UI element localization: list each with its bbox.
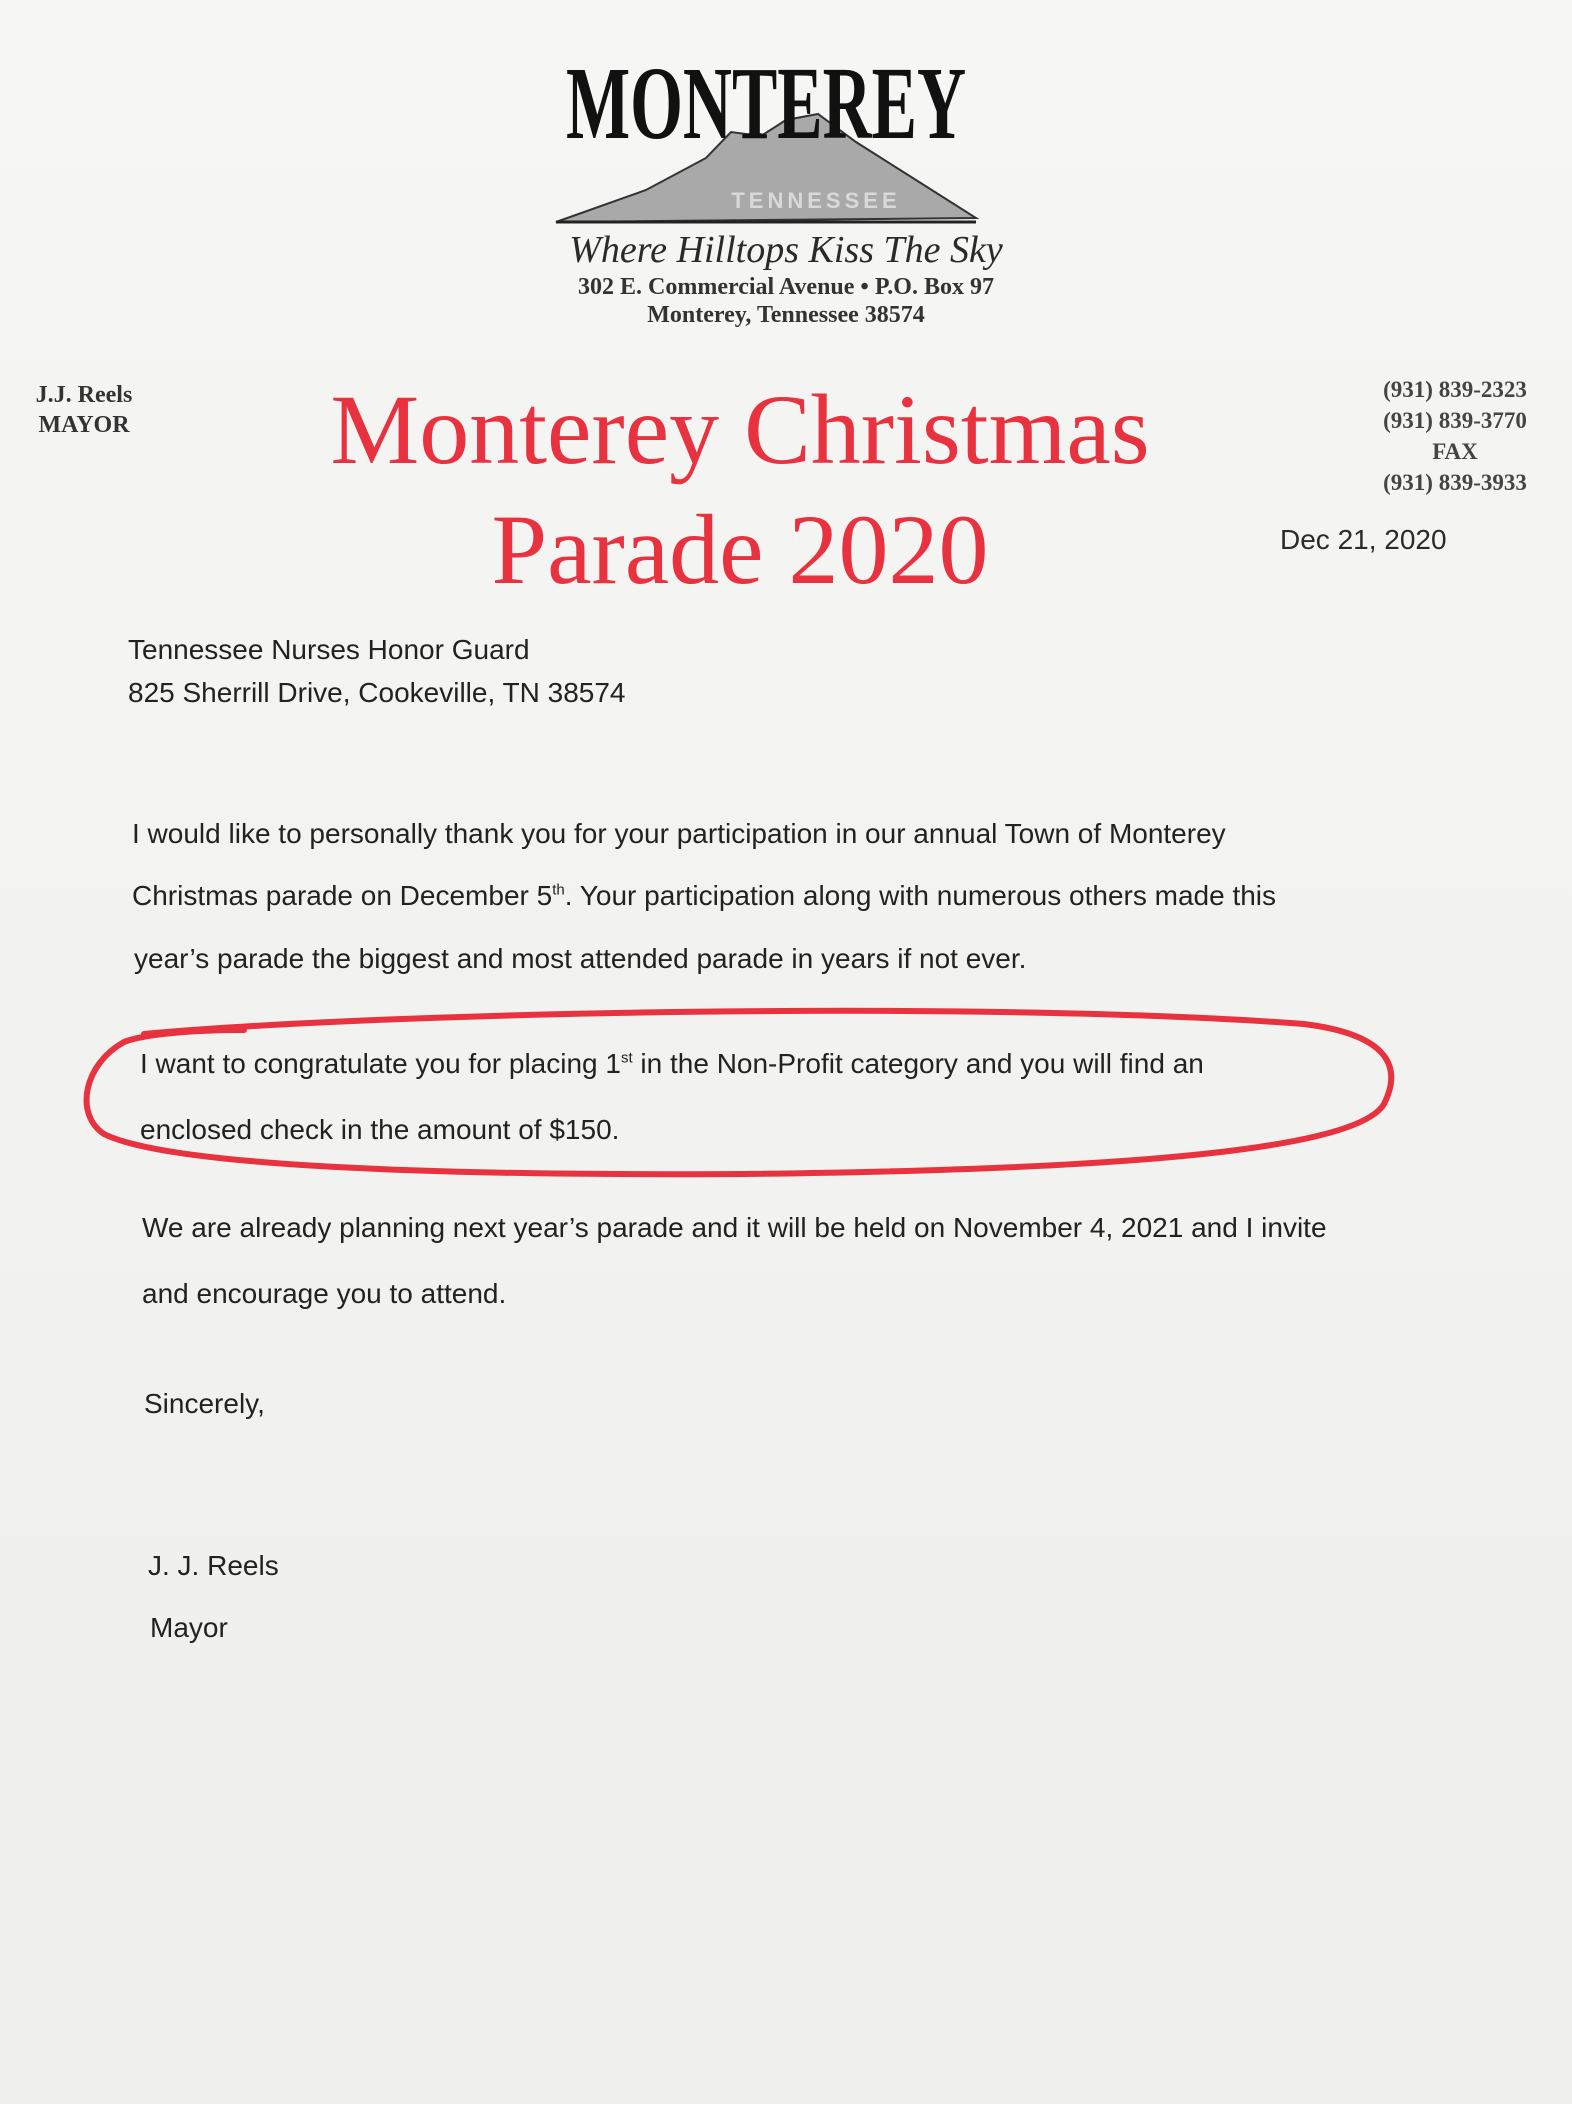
recipient-name: Tennessee Nurses Honor Guard xyxy=(128,634,530,665)
logo-wordmark: MONTEREY xyxy=(566,46,966,161)
overlay-title xyxy=(150,370,1330,610)
recipient-block xyxy=(128,628,626,714)
body-paragraph-3-line-1: We are already planning next year’s parade and it will be held on November 4, 2021 and I invite xyxy=(142,1212,1327,1243)
logo-subtext: TENNESSEE xyxy=(731,188,901,213)
body-paragraph-1-line-2 xyxy=(132,880,1276,912)
body-paragraph-2-line-2: enclosed check in the amount of $150. xyxy=(140,1114,620,1145)
mayor-title: MAYOR xyxy=(38,412,130,438)
phone-1: (931) 839-2323 xyxy=(1383,377,1527,402)
mayor-block xyxy=(22,380,146,440)
text-segment: . Your participation along with numerous others made this xyxy=(564,880,1277,911)
letter-date: Dec 21, 2020 xyxy=(1280,524,1447,555)
superscript: st xyxy=(620,1049,633,1067)
mayor-name: J.J. Reels xyxy=(35,382,133,408)
fax-label: FAX xyxy=(1432,439,1478,464)
closing-salutation: Sincerely, xyxy=(144,1388,265,1419)
address-line-1: 302 E. Commercial Avenue • P.O. Box 97 xyxy=(578,274,994,300)
address-line-2: Monterey, Tennessee 38574 xyxy=(647,302,925,328)
superscript: th xyxy=(552,881,565,899)
tagline: Where Hilltops Kiss The Sky xyxy=(569,229,1003,271)
fax-number: (931) 839-3933 xyxy=(1383,470,1527,495)
signer-name: J. J. Reels xyxy=(148,1550,279,1581)
signer-title: Mayor xyxy=(150,1612,228,1643)
body-paragraph-1-line-1: I would like to personally thank you for your participation in our annual Town of Monterey xyxy=(132,818,1226,849)
overlay-title-line-1: Monterey Christmas xyxy=(330,374,1150,485)
monterey-logo xyxy=(556,40,976,230)
body-paragraph-3-line-2: and encourage you to attend. xyxy=(142,1278,507,1309)
phone-block xyxy=(1360,374,1550,498)
text-segment: I want to congratulate you for placing 1 xyxy=(140,1048,621,1079)
phone-2: (931) 839-3770 xyxy=(1383,408,1527,433)
recipient-address: 825 Sherrill Drive, Cookeville, TN 38574 xyxy=(128,677,626,708)
text-segment: Christmas parade on December 5 xyxy=(132,880,553,911)
overlay-title-line-2: Parade 2020 xyxy=(491,494,989,605)
highlight-oval xyxy=(84,1004,1404,1180)
text-segment: in the Non-Profit category and you will find an xyxy=(632,1048,1204,1079)
body-paragraph-1-line-3: year’s parade the biggest and most attended parade in years if not ever. xyxy=(134,943,1027,974)
